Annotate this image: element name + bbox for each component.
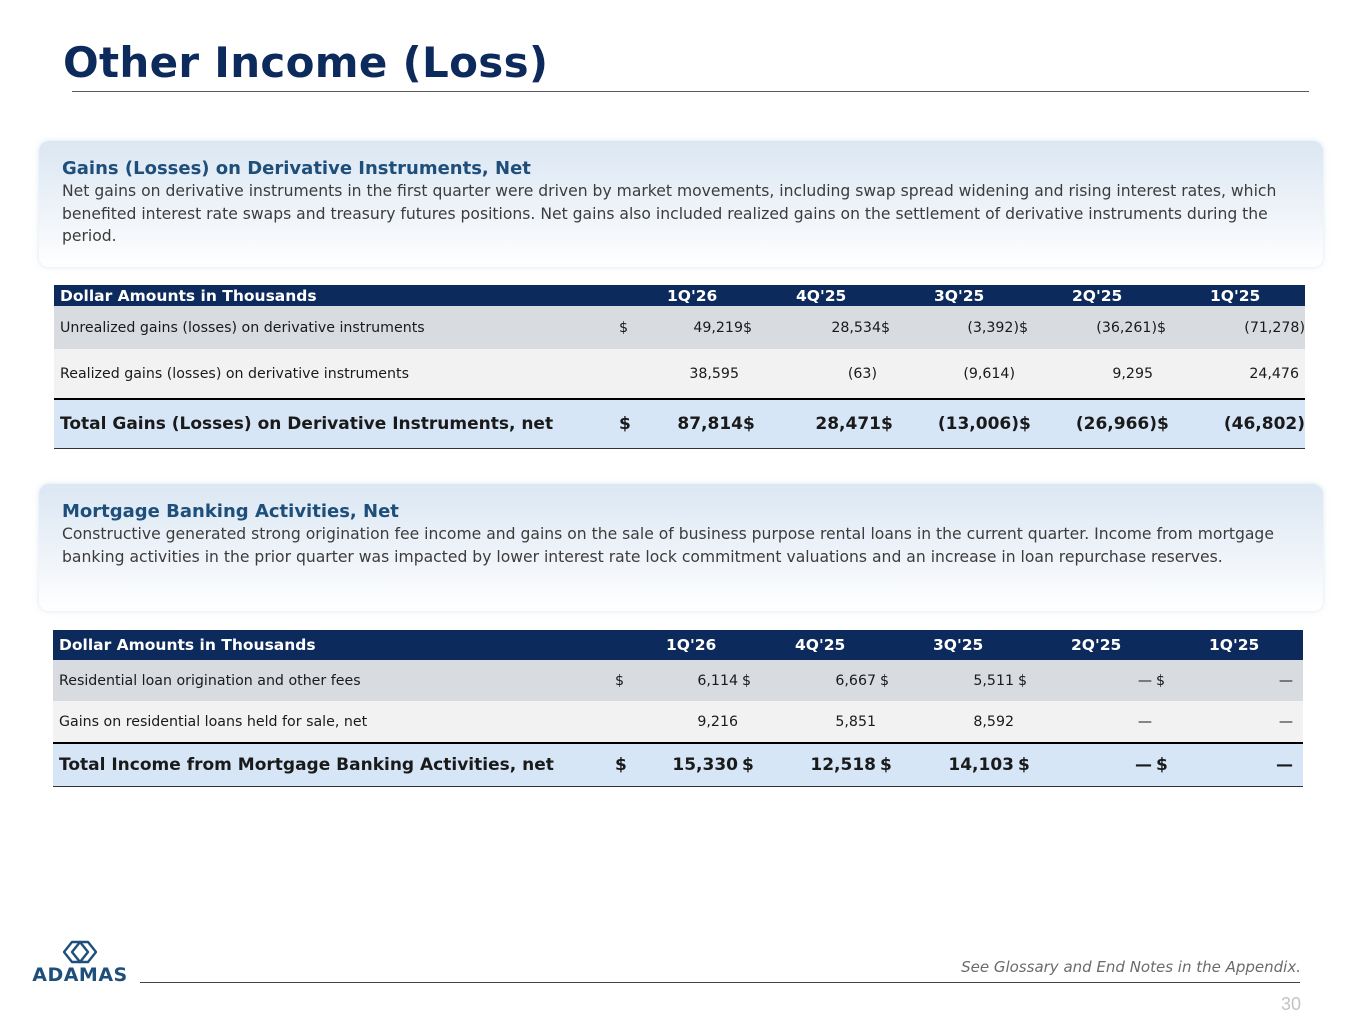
- cell-value: 28,534: [763, 306, 881, 349]
- column-header-1q25: 1Q'25: [1156, 630, 1303, 660]
- currency-symbol: [1156, 701, 1176, 743]
- currency-symbol: [615, 701, 635, 743]
- cell-value: 49,219: [639, 306, 743, 349]
- column-header-1q26: 1Q'26: [615, 630, 742, 660]
- table-row: [53, 701, 1303, 743]
- row-label: Residential loan origination and other fees: [53, 660, 615, 701]
- cell-value: 6,114: [635, 660, 742, 701]
- currency-symbol: [1019, 349, 1039, 399]
- cell-value: 6,667: [762, 660, 880, 701]
- currency-symbol: [743, 349, 763, 399]
- currency-symbol: $: [1019, 399, 1039, 448]
- appendix-note: See Glossary and End Notes in the Appendix.: [961, 958, 1301, 976]
- currency-symbol: $: [1018, 743, 1038, 786]
- derivatives-heading: Gains (Losses) on Derivative Instruments, Net: [62, 158, 531, 179]
- column-header-2q25: 2Q'25: [1018, 630, 1156, 660]
- cell-value: 9,295: [1039, 349, 1157, 399]
- row-label: Unrealized gains (losses) on derivative instruments: [54, 306, 619, 349]
- currency-symbol: $: [615, 660, 635, 701]
- cell-value: (46,802): [1177, 399, 1305, 448]
- mortgage-table: [53, 630, 1303, 787]
- title-divider: [72, 91, 1309, 92]
- table-row: [53, 660, 1303, 701]
- row-label: Total Gains (Losses) on Derivative Instruments, net: [54, 399, 619, 448]
- derivatives-table: [54, 285, 1305, 449]
- logo-mark-icon: [63, 940, 97, 964]
- row-label: Realized gains (losses) on derivative instruments: [54, 349, 619, 399]
- currency-symbol: $: [881, 306, 901, 349]
- cell-value: 8,592: [900, 701, 1018, 743]
- row-label: Gains on residential loans held for sale, net: [53, 701, 615, 743]
- cell-value: —: [1176, 701, 1303, 743]
- table-row: [54, 349, 1305, 399]
- cell-value: (26,966): [1039, 399, 1157, 448]
- cell-value: 28,471: [763, 399, 881, 448]
- cell-value: 14,103: [900, 743, 1018, 786]
- column-header-3q25: 3Q'25: [880, 630, 1018, 660]
- currency-symbol: $: [619, 399, 639, 448]
- table-header-label: Dollar Amounts in Thousands: [53, 630, 615, 660]
- cell-value: —: [1038, 660, 1156, 701]
- currency-symbol: $: [1156, 743, 1176, 786]
- cell-value: —: [1176, 660, 1303, 701]
- column-header-2q25: 2Q'25: [1019, 285, 1157, 306]
- table-total-row: [54, 399, 1305, 448]
- column-header-1q25: 1Q'25: [1157, 285, 1305, 306]
- cell-value: (3,392): [901, 306, 1019, 349]
- cell-value: —: [1038, 743, 1156, 786]
- currency-symbol: $: [880, 660, 900, 701]
- cell-value: (63): [763, 349, 881, 399]
- mortgage-callout: [39, 484, 1323, 611]
- cell-value: 9,216: [635, 701, 742, 743]
- cell-value: (71,278): [1177, 306, 1305, 349]
- currency-symbol: [742, 701, 762, 743]
- currency-symbol: $: [743, 306, 763, 349]
- derivatives-callout: [39, 141, 1323, 267]
- currency-symbol: $: [1157, 399, 1177, 448]
- cell-value: (13,006): [901, 399, 1019, 448]
- page-number: 30: [1280, 994, 1301, 1014]
- table-total-row: [53, 743, 1303, 786]
- cell-value: (36,261): [1039, 306, 1157, 349]
- currency-symbol: [880, 701, 900, 743]
- currency-symbol: $: [880, 743, 900, 786]
- cell-value: 38,595: [639, 349, 743, 399]
- column-header-4q25: 4Q'25: [743, 285, 881, 306]
- cell-value: 5,511: [900, 660, 1018, 701]
- cell-value: (9,614): [901, 349, 1019, 399]
- column-header-3q25: 3Q'25: [881, 285, 1019, 306]
- currency-symbol: [619, 349, 639, 399]
- currency-symbol: [881, 349, 901, 399]
- page-title: Other Income (Loss): [63, 38, 549, 87]
- cell-value: 12,518: [762, 743, 880, 786]
- derivatives-description: Net gains on derivative instruments in the first quarter were driven by market movements, including swap spread widening and rising interest rates, which benefited interest rate swaps and treasury futures positions. Net gains also included realized gains on the settlement of derivative instruments during the period.: [62, 182, 1277, 245]
- mortgage-heading: Mortgage Banking Activities, Net: [62, 501, 399, 522]
- currency-symbol: $: [881, 399, 901, 448]
- currency-symbol: $: [1019, 306, 1039, 349]
- cell-value: 15,330: [635, 743, 742, 786]
- currency-symbol: $: [742, 660, 762, 701]
- currency-symbol: $: [1157, 306, 1177, 349]
- cell-value: 5,851: [762, 701, 880, 743]
- cell-value: 87,814: [639, 399, 743, 448]
- cell-value: 24,476: [1177, 349, 1305, 399]
- table-header-label: Dollar Amounts in Thousands: [54, 285, 619, 306]
- currency-symbol: $: [615, 743, 635, 786]
- table-row: [54, 306, 1305, 349]
- cell-value: —: [1038, 701, 1156, 743]
- footer-divider: [140, 982, 1300, 983]
- row-label: Total Income from Mortgage Banking Activities, net: [53, 743, 615, 786]
- currency-symbol: $: [1018, 660, 1038, 701]
- currency-symbol: $: [1156, 660, 1176, 701]
- column-header-4q25: 4Q'25: [742, 630, 880, 660]
- logo-wordmark: ADAMAS: [32, 964, 128, 986]
- currency-symbol: $: [743, 399, 763, 448]
- currency-symbol: [1157, 349, 1177, 399]
- currency-symbol: [1018, 701, 1038, 743]
- currency-symbol: $: [742, 743, 762, 786]
- column-header-1q26: 1Q'26: [619, 285, 743, 306]
- cell-value: —: [1176, 743, 1303, 786]
- company-logo: [27, 940, 133, 988]
- currency-symbol: $: [619, 306, 639, 349]
- mortgage-description: Constructive generated strong origination fee income and gains on the sale of business purpose rental loans in the current quarter. Income from mortgage banking activities in the prior quarter was impacted by lower interest rate lock commitment valuations and an increase in loan repurchase reserves.: [62, 525, 1274, 566]
